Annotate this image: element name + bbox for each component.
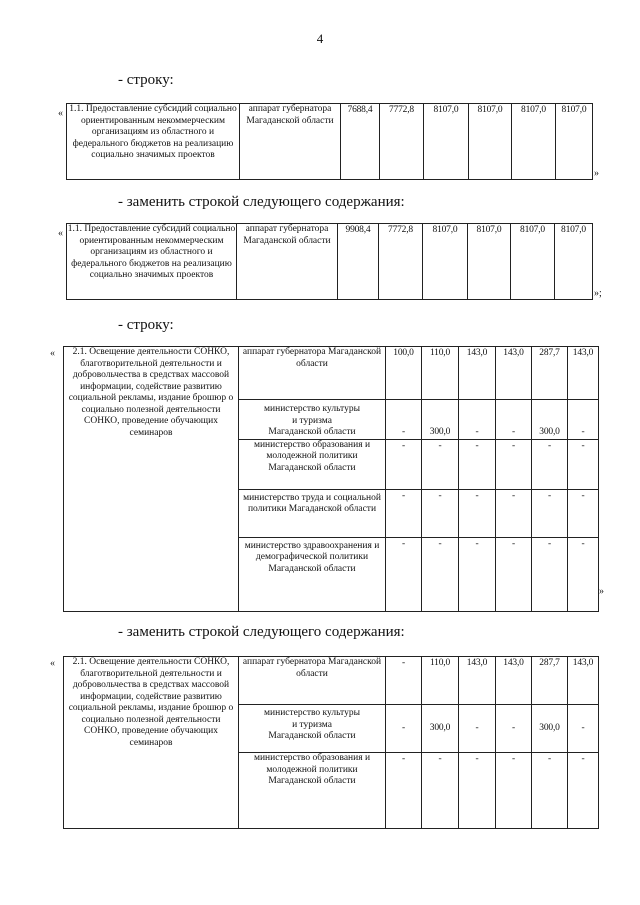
description-cell: 1.1. Предоставление субсидий социально ориентированным некоммерческим организациям из областного и федерального бюджетов на реализацию социально значимых проектов <box>67 224 237 300</box>
value-cell: - <box>496 753 532 829</box>
open-quote: « <box>58 108 63 119</box>
table-row-replacement-2-1 <box>63 656 599 829</box>
executor-cell: аппарат губернатора Магаданской области <box>239 347 386 400</box>
executor-cell: министерство труда и социальной политики Магаданской области <box>239 489 386 537</box>
value-cell: 143,0 <box>568 347 599 400</box>
description-cell: 2.1. Освещение деятельности СОНКО, благотворительной деятельности и добровольчества в средствах массовой информации, содействие развитию социальной рекламы, издание брошюр о социально полезной деятельности СОНКО, проведение обучающих семинаров <box>64 657 239 829</box>
value-cell: - <box>422 753 459 829</box>
value-cell: - <box>386 705 422 753</box>
executor-cell: министерство образования и молодежной политики Магаданской области <box>239 753 386 829</box>
open-quote: « <box>50 348 55 359</box>
value-cell: 100,0 <box>386 347 422 400</box>
value-cell: - <box>386 537 422 611</box>
value-cell: - <box>568 705 599 753</box>
value-cell: 143,0 <box>459 347 496 400</box>
value-cell: 8107,0 <box>511 224 555 300</box>
value-cell: 8107,0 <box>424 104 469 180</box>
value-cell: 300,0 <box>532 705 568 753</box>
value-cell: - <box>386 753 422 829</box>
value-cell: - <box>422 537 459 611</box>
value-cell: - <box>568 439 599 489</box>
value-cell: - <box>568 400 599 440</box>
value-cell: 8107,0 <box>555 224 593 300</box>
value-cell: - <box>532 753 568 829</box>
value-cell: - <box>496 537 532 611</box>
value-cell: - <box>532 439 568 489</box>
value-cell: 7772,8 <box>379 224 423 300</box>
value-cell: 287,7 <box>532 347 568 400</box>
value-cell: - <box>532 537 568 611</box>
heading-replace: - заменить строкой следующего содержания: <box>118 624 405 640</box>
value-cell: 7772,8 <box>380 104 424 180</box>
value-cell: - <box>496 705 532 753</box>
value-cell: - <box>386 657 422 705</box>
table-row-replacement-1-1 <box>66 223 593 300</box>
value-cell: 8107,0 <box>512 104 556 180</box>
value-cell: 287,7 <box>532 657 568 705</box>
heading-row: - строку: <box>118 317 174 333</box>
value-cell: - <box>496 400 532 440</box>
executor-cell: министерство культуры и туризма Магаданской области <box>239 400 386 440</box>
value-cell: 7688,4 <box>341 104 380 180</box>
value-cell: 143,0 <box>496 347 532 400</box>
close-quote: » <box>599 586 604 597</box>
value-cell: - <box>459 537 496 611</box>
executor-cell: министерство здравоохранения и демографической политики Магаданской области <box>239 537 386 611</box>
page-number: 4 <box>316 31 324 46</box>
value-cell: 9908,4 <box>338 224 379 300</box>
value-cell: 143,0 <box>496 657 532 705</box>
open-quote: « <box>58 228 63 239</box>
executor-cell: аппарат губернатора Магаданской области <box>239 657 386 705</box>
value-cell: - <box>568 537 599 611</box>
value-cell: 300,0 <box>422 705 459 753</box>
value-cell: - <box>459 489 496 537</box>
value-cell: - <box>422 439 459 489</box>
value-cell: 110,0 <box>422 657 459 705</box>
value-cell: - <box>386 439 422 489</box>
heading-replace: - заменить строкой следующего содержания: <box>118 194 405 210</box>
value-cell: 8107,0 <box>469 104 512 180</box>
executor-cell: министерство культуры и туризма Магаданской области <box>239 705 386 753</box>
description-cell: 1.1. Предоставление субсидий социально ориентированным некоммерческим организациям из областного и федерального бюджетов на реализацию социально значимых проектов <box>67 104 240 180</box>
value-cell: 300,0 <box>422 400 459 440</box>
description-cell: 2.1. Освещение деятельности СОНКО, благотворительной деятельности и добровольчества в средствах массовой информации, содействие развитию социальной рекламы, издание брошюр о социально полезной деятельности СОНКО, проведение обучающих семинаров <box>64 347 239 612</box>
value-cell: - <box>568 753 599 829</box>
value-cell: 110,0 <box>422 347 459 400</box>
value-cell: 300,0 <box>532 400 568 440</box>
executor-cell: министерство образования и молодежной политики Магаданской области <box>239 439 386 489</box>
value-cell: 8107,0 <box>556 104 593 180</box>
close-quote: » <box>594 168 599 179</box>
value-cell: - <box>459 705 496 753</box>
value-cell: - <box>496 489 532 537</box>
value-cell: - <box>422 489 459 537</box>
value-cell: - <box>496 439 532 489</box>
executor-cell: аппарат губернатора Магаданской области <box>237 224 338 300</box>
value-cell: - <box>459 400 496 440</box>
value-cell: - <box>386 489 422 537</box>
table-row-original-2-1 <box>63 346 599 612</box>
value-cell: 143,0 <box>568 657 599 705</box>
value-cell: - <box>568 489 599 537</box>
executor-cell: аппарат губернатора Магаданской области <box>240 104 341 180</box>
value-cell: 143,0 <box>459 657 496 705</box>
heading-row: - строку: <box>118 72 174 88</box>
value-cell: - <box>532 489 568 537</box>
value-cell: - <box>459 753 496 829</box>
value-cell: 8107,0 <box>423 224 468 300</box>
table-row-original-1-1 <box>66 103 593 180</box>
value-cell: - <box>459 439 496 489</box>
value-cell: 8107,0 <box>468 224 511 300</box>
close-quote: »; <box>594 288 602 299</box>
value-cell: - <box>386 400 422 440</box>
open-quote: « <box>50 658 55 669</box>
